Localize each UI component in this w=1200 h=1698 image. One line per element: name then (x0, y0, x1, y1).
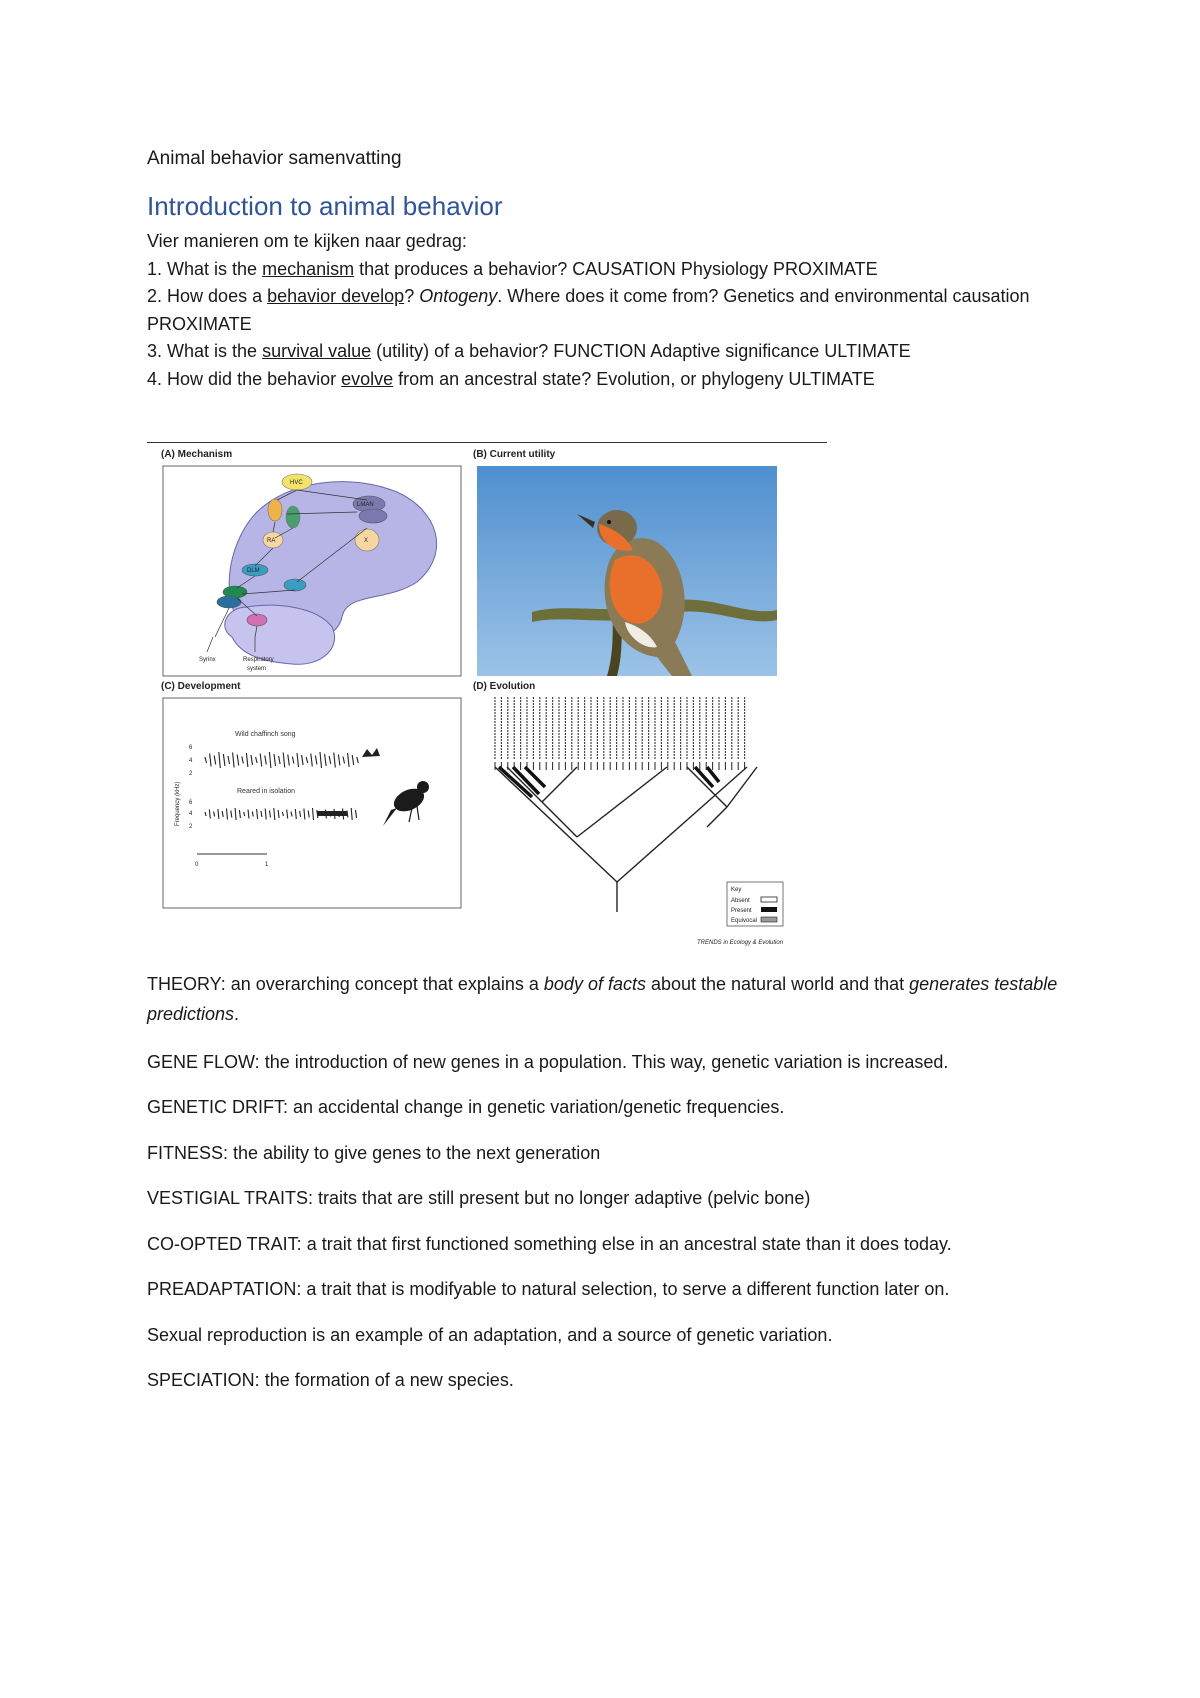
intro-line: Vier manieren om te kijken naar gedrag: (147, 231, 467, 251)
intro-block (147, 228, 1087, 393)
question-2: 2. How does a behavior develop? Ontogeny. Where does it come from? Genetics and environmental causation PROXIMATE (147, 286, 1030, 334)
question-4: 4. How did the behavior evolve from an ancestral state? Evolution, or phylogeny ULTIMATE (147, 368, 875, 389)
svg-text:Equivocal: Equivocal (731, 918, 758, 924)
svg-text:6: 6 (189, 745, 193, 751)
spectro-block (317, 811, 347, 816)
tinbergen-figure (147, 442, 827, 947)
svg-text:system: system (247, 666, 267, 672)
phylogeny-key (727, 882, 783, 926)
phylogeny-tree (495, 762, 757, 912)
svg-text:Key: Key (731, 887, 742, 893)
tree-branch (727, 767, 757, 807)
tree-branch (542, 767, 577, 802)
svg-text:Present: Present (731, 908, 752, 914)
tree-branch (495, 767, 617, 882)
definition-speciation: SPECIATION: the formation of a new species. (147, 1370, 514, 1390)
definition-co-opted-trait: CO-OPTED TRAIT: a trait that first functioned something else in an ancestral state than it does today. (147, 1233, 952, 1254)
svg-text:LMAN: LMAN (357, 502, 374, 508)
svg-text:X: X (364, 538, 369, 544)
definition-gene-flow: GENE FLOW: the introduction of new genes in a population. This way, genetic variation is increased. (147, 1051, 949, 1072)
svg-text:2: 2 (189, 824, 193, 830)
svg-text:DLM: DLM (247, 568, 260, 574)
definitions-list (147, 969, 1077, 1413)
definition-theory: THEORY: an overarching concept that explains a body of facts about the natural world and that generates testable predictions. (147, 974, 1058, 1024)
definition-vestigial-traits: VESTIGIAL TRAITS: traits that are still present but no longer adaptive (pelvic bone) (147, 1188, 811, 1208)
document-title: Animal behavior samenvatting (147, 148, 402, 169)
question-1: 1. What is the mechanism that produces a behavior? CAUSATION Physiology PROXIMATE (147, 258, 878, 279)
panel-d-label: (D) Evolution (473, 681, 536, 692)
tree-branch (577, 767, 667, 837)
svg-text:2: 2 (189, 771, 193, 777)
panel-a-label: (A) Mechanism (161, 449, 233, 460)
section-heading: Introduction to animal behavior (147, 191, 503, 221)
svg-text:6: 6 (189, 800, 193, 806)
frequency-axis-label: Frequency (kHz) (175, 781, 181, 826)
tree-branch (707, 807, 727, 827)
svg-text:RA: RA (267, 538, 276, 544)
tree-branch (507, 767, 542, 802)
panel-c-label: (C) Development (161, 681, 241, 692)
tree-branch (542, 802, 577, 837)
tree-branch (687, 767, 727, 807)
wild-song-label: Wild chaffinch song (235, 731, 296, 738)
sexual-reproduction-note: Sexual reproduction is an example of an adaptation, and a source of genetic variation. (147, 1324, 833, 1345)
robin-photo (477, 466, 777, 676)
reared-song-label: Reared in isolation (237, 788, 295, 795)
svg-text:Syrinx: Syrinx (199, 657, 216, 663)
figure-credit: TRENDS in Ecology & Evolution (697, 940, 784, 946)
svg-text:4: 4 (189, 758, 193, 764)
tree-branch (617, 767, 747, 882)
definition-preadaptation: PREADAPTATION: a trait that is modifyable to natural selection, to serve a different function later on. (147, 1279, 950, 1299)
svg-text:Absent: Absent (731, 898, 750, 904)
species-name-column (495, 697, 745, 760)
svg-text:4: 4 (189, 811, 193, 817)
svg-text:1: 1 (265, 862, 269, 868)
question-3: 3. What is the survival value (utility) of a behavior? FUNCTION Adaptive significance ULTIMATE (147, 341, 911, 361)
definition-genetic-drift: GENETIC DRIFT: an accidental change in genetic variation/genetic frequencies. (147, 1097, 785, 1117)
svg-text:0: 0 (195, 862, 199, 868)
svg-text:Respiratory: Respiratory (243, 657, 274, 663)
svg-text:HVC: HVC (290, 480, 303, 486)
panel-b-label: (B) Current utility (473, 449, 556, 460)
definition-fitness: FITNESS: the ability to give genes to the next generation (147, 1142, 601, 1163)
